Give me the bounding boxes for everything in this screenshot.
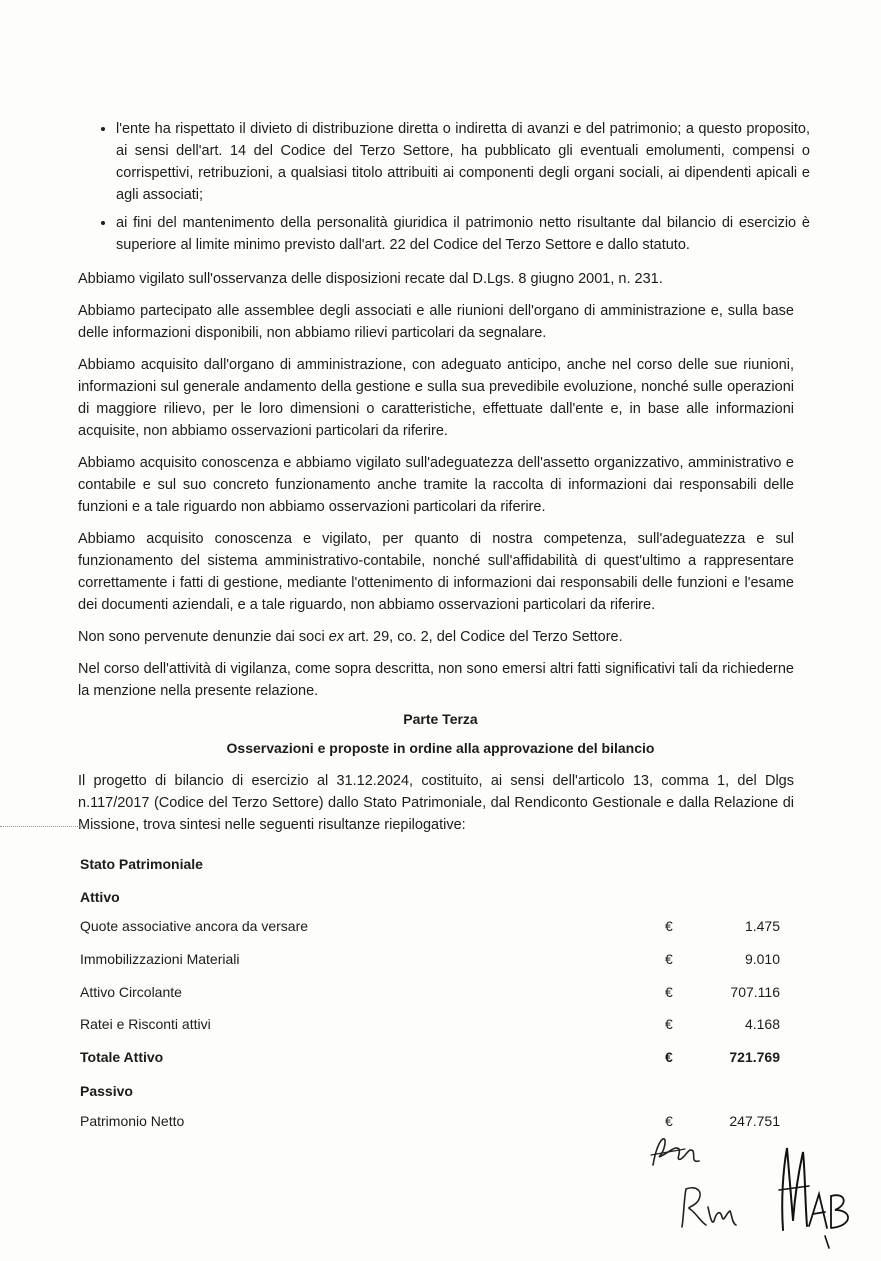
row-value: 247.751: [729, 1113, 780, 1129]
attivo-label: Attivo: [80, 889, 120, 905]
row-label: Immobilizzazioni Materiali: [80, 951, 240, 967]
paragraph: Abbiamo acquisito dall'organo di amministrazione, con adeguato anticipo, anche nel corso delle sue riunioni, informazioni sul generale andamento della gestione e sulla sua prevedibile evoluzione, nonché sulle operazioni di maggiore rilievo, per le loro dimensioni o caratteristiche, effettuate dall'ente e, in base alle informazioni acquisite, non abbiamo osservazioni particolari da riferire.: [78, 357, 794, 439]
section-heading: Osservazioni e proposte in ordine alla approvazione del bilancio: [226, 740, 655, 756]
financial-row: [80, 951, 780, 973]
row-label: Quote associative ancora da versare: [80, 918, 309, 934]
row-value: 721.769: [729, 1049, 780, 1065]
row-label: Ratei e Risconti attivi: [80, 1016, 211, 1032]
row-label: Patrimonio Netto: [80, 1113, 185, 1129]
ex-italic: ex: [328, 629, 345, 645]
financial-row: [80, 1016, 780, 1038]
currency-symbol: €: [665, 984, 673, 1000]
bullet-item: • l'ente ha rispettato il divieto di distribuzione diretta o indiretta di avanzi e del patrimonio; a questo proposito, ai sensi dell'art. 14 del Codice del Terzo Settore, ha pubblicato gli eventuali emolumenti, compensi o corrispettivi, retribuzioni, a qualsiasi titolo attribuiti ai componenti degli organi sociali, ai dipendenti apicali e agli associati;: [116, 118, 810, 206]
paragraph: Abbiamo partecipato alle assemblee degli associati e alle riunioni dell'organo di amministrazione e, sulla base delle informazioni disponibili, non abbiamo rilievi particolari da segnalare.: [78, 303, 794, 341]
passivo-label: Passivo: [80, 1083, 133, 1099]
paragraph: Nel corso dell'attività di vigilanza, come sopra descritta, non sono emersi altri fatti significativi tali da richiederne la menzione nella presente relazione.: [78, 661, 794, 699]
signature-2: [672, 1183, 742, 1233]
currency-symbol: €: [665, 1113, 673, 1129]
row-label: Attivo Circolante: [80, 984, 182, 1000]
paragraph: Abbiamo acquisito conoscenza e abbiamo vigilato sull'adeguatezza dell'assetto organizzativo, amministrativo e contabile e sul suo concreto funzionamento anche tramite la raccolta di informazioni dai responsabili delle funzioni e a tale riguardo non abbiamo osservazioni particolari da riferire.: [78, 455, 794, 515]
signature-3: [765, 1140, 865, 1250]
body-paragraphs: [78, 268, 794, 712]
stato-patrimoniale-title: Stato Patrimoniale: [80, 856, 203, 872]
currency-symbol: €: [665, 1049, 673, 1065]
row-value: 1.475: [744, 918, 780, 934]
row-value: 9.010: [744, 951, 780, 967]
financial-row: [80, 984, 780, 1006]
paragraph: Abbiamo vigilato sull'osservanza delle disposizioni recate dal D.Lgs. 8 giugno 2001, n. 231.: [78, 271, 663, 287]
currency-symbol: €: [665, 918, 673, 934]
row-label: Totale Attivo: [80, 1049, 164, 1065]
financial-row: [80, 1113, 780, 1135]
bullet-item: • ai fini del mantenimento della personalità giuridica il patrimonio netto risultante dal bilancio di esercizio è superiore al limite minimo previsto dall'art. 22 del Codice del Terzo Settore e dallo statuto.: [116, 212, 810, 256]
financial-row: [80, 918, 780, 940]
row-value: 707.116: [730, 984, 780, 1000]
currency-symbol: €: [665, 1016, 673, 1032]
paragraph-denunzie: Non sono pervenute denunzie dai soci ex art. 29, co. 2, del Codice del Terzo Settore.: [78, 629, 623, 645]
row-value: 4.168: [744, 1016, 780, 1032]
paragraph: Abbiamo acquisito conoscenza e vigilato, per quanto di nostra competenza, sull'adeguatezza e sul funzionamento del sistema amministrativo-contabile, nonché sull'affidabilità di quest'ultimo a rappresentare correttamente i fatti di gestione, mediante l'ottenimento di informazioni dai responsabili delle funzioni e l'esame dei documenti aziendali, e a tale riguardo, non abbiamo osservazioni particolari da riferire.: [78, 531, 794, 613]
currency-symbol: €: [665, 951, 673, 967]
signature-1: [645, 1135, 705, 1175]
scan-mark: [0, 826, 82, 827]
bullet-list: [98, 118, 810, 262]
intro-paragraph: Il progetto di bilancio di esercizio al 31.12.2024, costituito, ai sensi dell'articolo 13, comma 1, del Dlgs n.117/2017 (Codice del Terzo Settore) dallo Stato Patrimoniale, dal Rendiconto Gestionale e dalla Relazione di Missione, trova sintesi nelle seguenti risultanze riepilogative:: [78, 773, 794, 833]
financial-row-total: [80, 1049, 780, 1071]
part-heading: Parte Terza: [403, 711, 478, 727]
